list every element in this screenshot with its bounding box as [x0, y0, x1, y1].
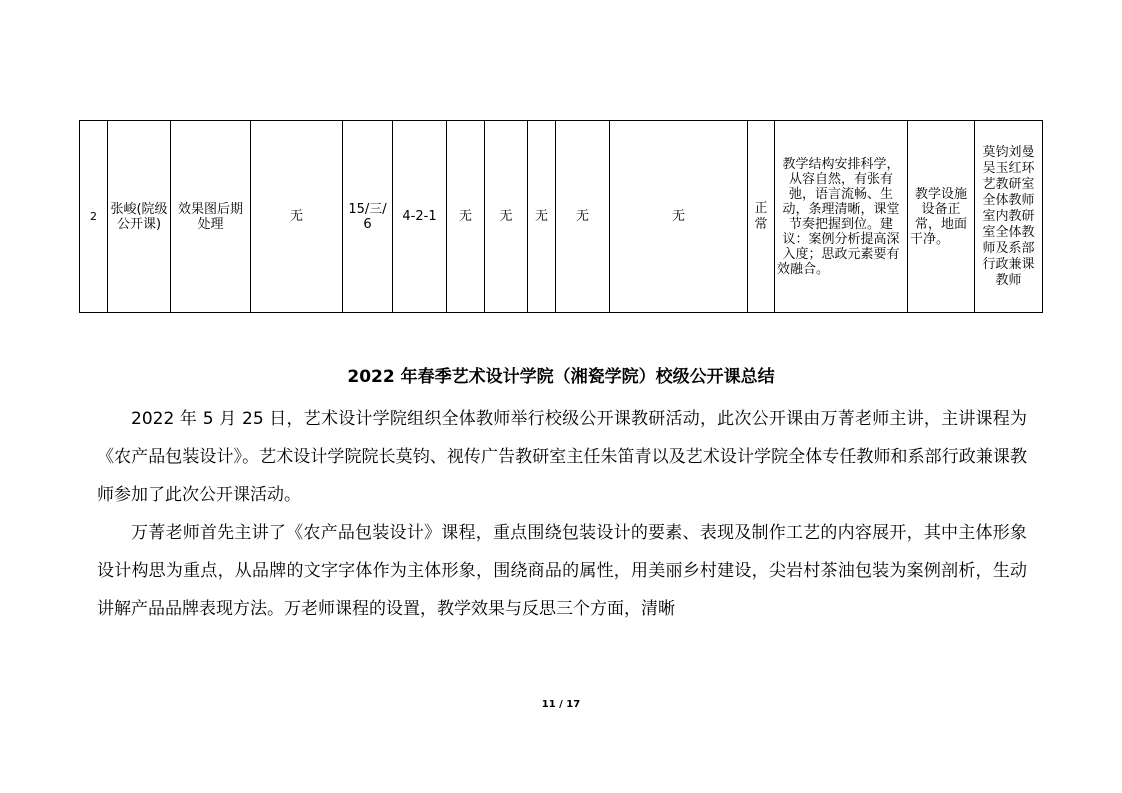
col10-cell: 无 [556, 121, 610, 313]
topic-cell: 效果图后期处理 [171, 121, 251, 313]
remark-cell: 教学结构安排科学，从容自然，有张有弛，语言流畅、生动，条理清晰，课堂节奏把握到位。建议：案例分析提高深入度；思政元素要有效融合。 [775, 121, 908, 313]
col4-cell: 无 [251, 121, 343, 313]
col7-cell: 无 [447, 121, 485, 313]
reviewers-cell: 莫钧刘曼吴玉红环艺教研室全体教师室内教研室全体教师及系部行政兼课教师 [975, 121, 1043, 313]
lesson-record-table [79, 120, 1043, 313]
document-body [97, 400, 1027, 628]
facility-cell: 教学设施设备正常，地面干净。 [908, 121, 975, 313]
col8-cell: 无 [485, 121, 528, 313]
col11-cell: 无 [610, 121, 748, 313]
page-number: 11 / 17 [541, 699, 581, 710]
table-row [80, 121, 1043, 313]
paragraph: 2022 年 5 月 25 日，艺术设计学院组织全体教师举行校级公开课教研活动，此次公开课由万菁老师主讲，主讲课程为《农产品包装设计》。艺术设计学院院长莫钧、视传广告教研室主任朱笛青以及艺术设计学院全体专任教师和系部行政兼课教师参加了此次公开课活动。 [97, 409, 1027, 505]
status-cell [748, 121, 775, 313]
teacher-cell: 张峻(院级公开课) [108, 121, 171, 313]
date-cell: 15/三/6 [343, 121, 393, 313]
document-title: 2022 年春季艺术设计学院（湘瓷学院）校级公开课总结 [347, 367, 775, 387]
paragraph: 万菁老师首先主讲了《农产品包装设计》课程，重点围绕包装设计的要素、表现及制作工艺的内容展开，其中主体形象设计构思为重点，从品牌的文字字体作为主体形象，围绕商品的属性，用美丽乡村建设，尖岩村茶油包装为案例剖析，生动讲解产品品牌表现方法。万老师课程的设置，教学效果与反思三个方面，清晰 [97, 523, 1027, 619]
period-cell: 4-2-1 [393, 121, 447, 313]
col9-cell: 无 [528, 121, 556, 313]
status-text: 正常 [754, 200, 768, 232]
row-number-cell: 2 [80, 121, 108, 313]
